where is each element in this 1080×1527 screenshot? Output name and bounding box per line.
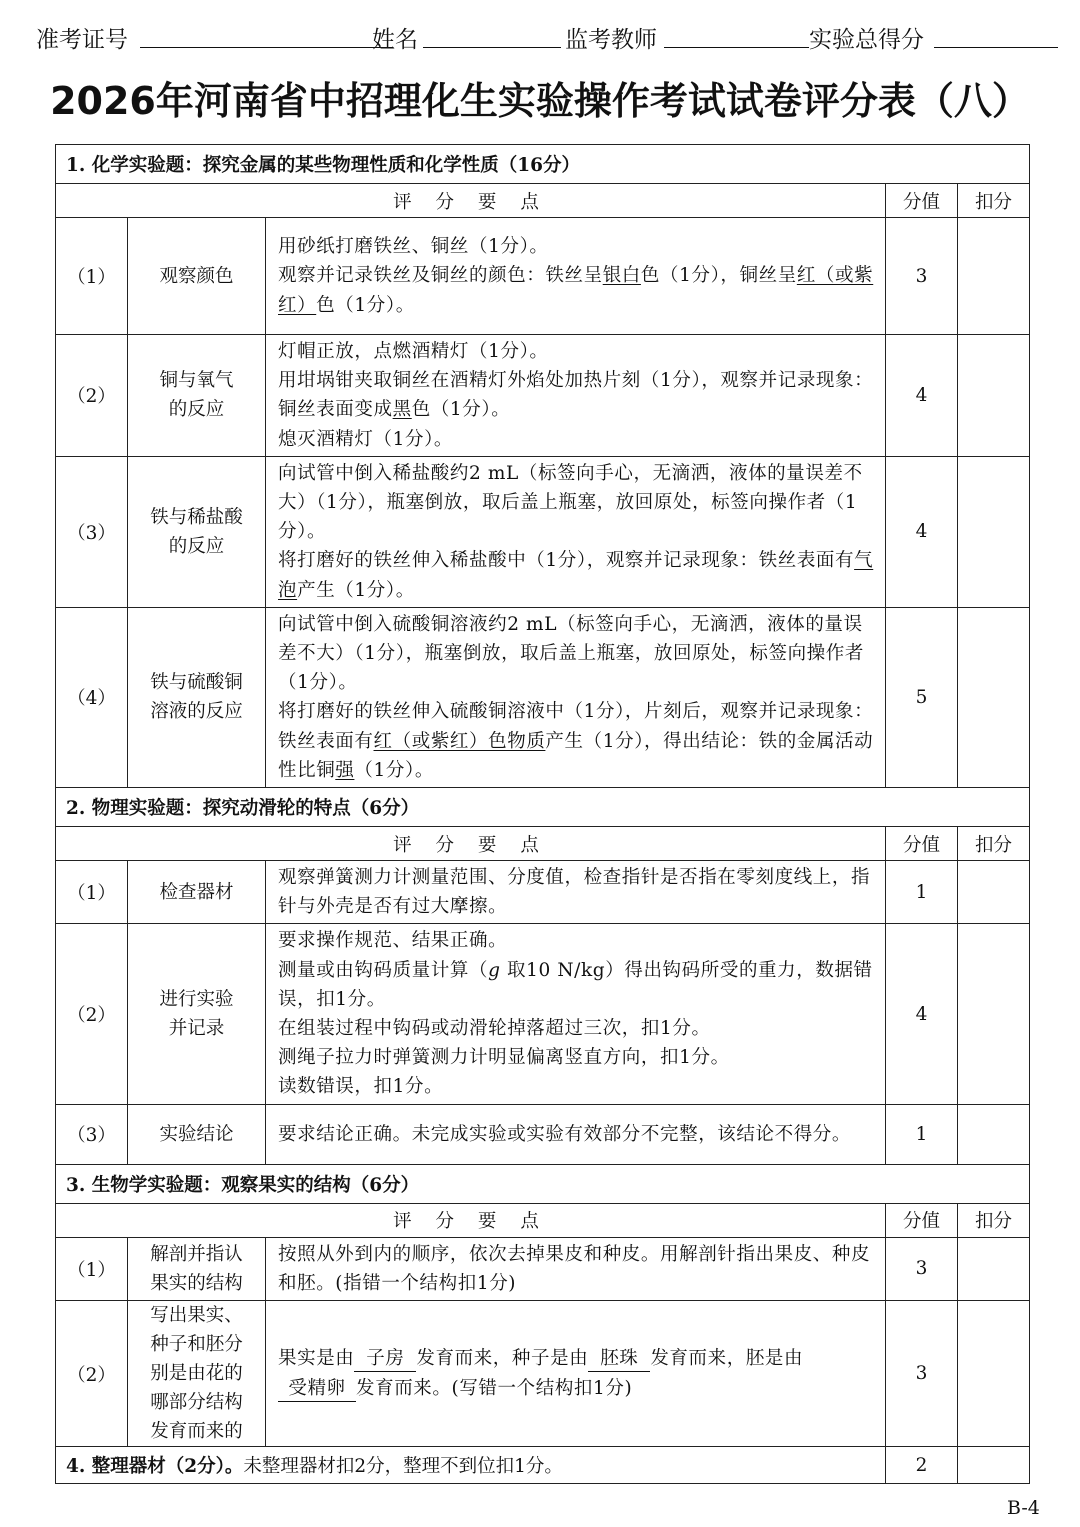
table-row — [56, 456, 1030, 607]
item-score: 3 — [886, 1237, 958, 1300]
item-score: 5 — [886, 607, 958, 787]
chemistry-heading: 1. 化学实验题：探究金属的某些物理性质和化学性质（16分） — [56, 145, 1030, 184]
table-row — [56, 1237, 1030, 1300]
table-row — [56, 1301, 1030, 1447]
deduct-cell[interactable] — [958, 1237, 1030, 1300]
column-header-deduct: 扣分 — [958, 1203, 1030, 1237]
page-code: B-4 — [1007, 1497, 1040, 1519]
item-label: 铁与稀盐酸 的反应 — [128, 456, 266, 607]
deduct-cell[interactable] — [958, 335, 1030, 457]
item-number: （1） — [56, 1237, 128, 1300]
item-label: 铜与氧气 的反应 — [128, 335, 266, 457]
item-label: 写出果实、 种子和胚分 别是由花的 哪部分结构 发育而来的 — [128, 1301, 266, 1447]
column-header-deduct: 扣分 — [958, 184, 1030, 218]
table-row — [56, 1447, 1030, 1484]
item-criteria: 要求操作规范、结果正确。 测量或由钩码质量计算（g 取10 N/kg）得出钩码所受的重力，数据错误，扣1分。 在组装过程中钩码或动滑轮掉落超过三次，扣1分。 测绳子拉力时弹簧测力计明显偏离竖直方向，扣1分。 读数错误，扣1分。 — [266, 924, 886, 1104]
column-header-points: 评 分 要 点 — [56, 1203, 886, 1237]
item-criteria: 向试管中倒入硫酸铜溶液约2 mL（标签向手心，无滴洒，液体的量误差不大）（1分），瓶塞倒放，取后盖上瓶塞，放回原处，标签向操作者（1分）。 将打磨好的铁丝伸入硫酸铜溶液中（1分），片刻后，观察并记录现象：铁丝表面有红（或紫红）色物质产生（1分），得出结论：铁的金属活动性比铜强（1分）。 — [266, 607, 886, 787]
answer-blank: 受精卵 — [278, 1377, 356, 1402]
item-number: （2） — [56, 924, 128, 1104]
table-row — [56, 1104, 1030, 1164]
column-header-score: 分值 — [886, 184, 958, 218]
item-label: 铁与硫酸铜 溶液的反应 — [128, 607, 266, 787]
deduct-cell[interactable] — [958, 218, 1030, 335]
item-label: 进行实验 并记录 — [128, 924, 266, 1104]
total-score-blank[interactable] — [934, 47, 1058, 48]
table-row — [56, 861, 1030, 924]
item-criteria: 用砂纸打磨铁丝、铜丝（1分）。 观察并记录铁丝及铜丝的颜色：铁丝呈银白色（1分），铜丝呈红（或紫红）色（1分）。 — [266, 218, 886, 335]
page-title: 2026年河南省中招理化生实验操作考试试卷评分表（八） — [50, 79, 1030, 123]
column-header-points: 评 分 要 点 — [56, 827, 886, 861]
biology-heading: 3. 生物学实验题：观察果实的结构（6分） — [56, 1164, 1030, 1203]
item-number: （3） — [56, 1104, 128, 1164]
item-criteria: 向试管中倒入稀盐酸约2 mL（标签向手心，无滴洒，液体的量误差不大）（1分），瓶塞倒放，取后盖上瓶塞，放回原处，标签向操作者（1分）。 将打磨好的铁丝伸入稀盐酸中（1分），观察并记录现象：铁丝表面有气泡产生（1分）。 — [266, 456, 886, 607]
item-score: 4 — [886, 456, 958, 607]
deduct-cell[interactable] — [958, 1301, 1030, 1447]
item-score: 1 — [886, 861, 958, 924]
physics-heading: 2. 物理实验题：探究动滑轮的特点（6分） — [56, 788, 1030, 827]
item-label: 检查器材 — [128, 861, 266, 924]
proctor-label: 监考教师 — [565, 27, 657, 53]
item-criteria: 按照从外到内的顺序，依次去掉果皮和种皮。用解剖针指出果皮、种皮和胚。(指错一个结构扣1分) — [266, 1237, 886, 1300]
item-criteria: 灯帽正放，点燃酒精灯（1分）。 用坩埚钳夹取铜丝在酒精灯外焰处加热片刻（1分），观察并记录现象：铜丝表面变成黑色（1分）。 熄灭酒精灯（1分）。 — [266, 335, 886, 457]
item-label: 解剖并指认 果实的结构 — [128, 1237, 266, 1300]
table-row — [56, 218, 1030, 335]
item-score: 3 — [886, 1301, 958, 1447]
item-criteria: 观察弹簧测力计测量范围、分度值，检查指针是否指在零刻度线上，指针与外壳是否有过大摩擦。 — [266, 861, 886, 924]
table-row — [56, 607, 1030, 787]
answer-blank: 胚珠 — [588, 1347, 650, 1372]
deduct-cell[interactable] — [958, 607, 1030, 787]
scoring-table — [55, 144, 1030, 1484]
column-header-score: 分值 — [886, 827, 958, 861]
item-label: 实验结论 — [128, 1104, 266, 1164]
tidy-row: 4. 整理器材（2分）。未整理器材扣2分，整理不到位扣1分。 — [56, 1447, 886, 1484]
item-number: （1） — [56, 861, 128, 924]
item-label: 观察颜色 — [128, 218, 266, 335]
item-number: （3） — [56, 456, 128, 607]
column-header-deduct: 扣分 — [958, 827, 1030, 861]
name-label: 姓名 — [372, 27, 418, 53]
exam-no-blank[interactable] — [140, 47, 392, 48]
deduct-cell[interactable] — [958, 1104, 1030, 1164]
candidate-info-header — [26, 18, 1060, 52]
deduct-cell[interactable] — [958, 1447, 1030, 1484]
item-score: 2 — [886, 1447, 958, 1484]
total-score-label: 实验总得分 — [809, 27, 924, 53]
item-score: 4 — [886, 924, 958, 1104]
item-criteria: 要求结论正确。未完成实验或实验有效部分不完整，该结论不得分。 — [266, 1104, 886, 1164]
column-header-points: 评 分 要 点 — [56, 184, 886, 218]
column-header-score: 分值 — [886, 1203, 958, 1237]
exam-no-label: 准考证号 — [36, 27, 128, 53]
item-score: 3 — [886, 218, 958, 335]
deduct-cell[interactable] — [958, 924, 1030, 1104]
item-number: （1） — [56, 218, 128, 335]
table-row — [56, 335, 1030, 457]
item-number: （4） — [56, 607, 128, 787]
deduct-cell[interactable] — [958, 456, 1030, 607]
item-number: （2） — [56, 335, 128, 457]
table-row — [56, 924, 1030, 1104]
deduct-cell[interactable] — [958, 861, 1030, 924]
answer-blank: 子房 — [354, 1347, 416, 1372]
item-number: （2） — [56, 1301, 128, 1447]
item-criteria: 果实是由 子房 发育而来，种子是由 胚珠 发育而来，胚是由 受精卵 发育而来。(写错一个结构扣1分) — [266, 1301, 886, 1447]
item-score: 1 — [886, 1104, 958, 1164]
proctor-blank[interactable] — [664, 47, 809, 48]
name-blank[interactable] — [423, 47, 561, 48]
item-score: 4 — [886, 335, 958, 457]
